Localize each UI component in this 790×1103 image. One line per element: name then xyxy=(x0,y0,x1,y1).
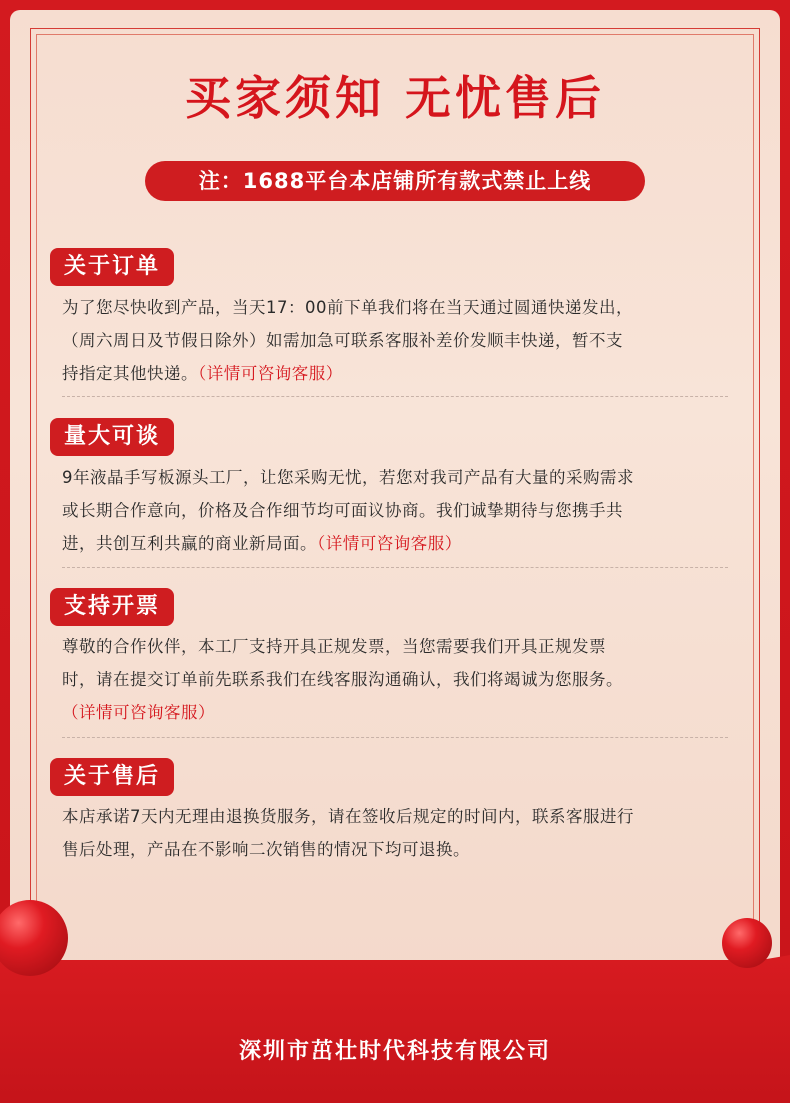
section-divider xyxy=(62,396,728,397)
consult-service-link[interactable]: （详情可咨询客服） xyxy=(317,534,462,553)
red-ball-right-decoration xyxy=(722,918,772,968)
company-name: 深圳市茁壮时代科技有限公司 xyxy=(238,1039,551,1064)
section-divider xyxy=(62,567,728,568)
body-line: 本店承诺7天内无理由退换货服务，请在签收后规定的时间内，联系客服进行 xyxy=(62,807,634,826)
section-body-order xyxy=(62,291,732,390)
body-line-last: 进，共创互利共赢的商业新局面。（详情可咨询客服） xyxy=(62,534,462,553)
section-heading-aftersales: 关于售后 xyxy=(50,758,174,796)
body-line-last: 持指定其他快递。（详情可咨询客服） xyxy=(62,364,343,383)
body-line: 为了您尽快收到产品，当天17：00前下单我们将在当天通过圆通快递发出， xyxy=(62,298,633,317)
footer-band xyxy=(0,960,790,1103)
consult-service-link[interactable]: （详情可咨询客服） xyxy=(198,364,343,383)
body-line: 时，请在提交订单前先联系我们在线客服沟通确认，我们将竭诚为您服务。 xyxy=(62,670,623,689)
body-line: （周六周日及节假日除外）如需加急可联系客服补差价发顺丰快递，暂不支 xyxy=(62,331,623,350)
consult-service-link[interactable]: （详情可咨询客服） xyxy=(62,703,215,722)
section-body-invoice xyxy=(62,630,732,729)
section-body-aftersales xyxy=(62,800,732,866)
section-divider xyxy=(62,737,728,738)
section-heading-invoice: 支持开票 xyxy=(50,588,174,626)
body-line-last xyxy=(62,696,732,729)
section-heading-order: 关于订单 xyxy=(50,248,174,286)
section-heading-bulk: 量大可谈 xyxy=(50,418,174,456)
body-line: 或长期合作意向，价格及合作细节均可面议协商。我们诚挚期待与您携手共 xyxy=(62,501,623,520)
body-line: 尊敬的合作伙伴，本工厂支持开具正规发票，当您需要我们开具正规发票 xyxy=(62,637,606,656)
section-body-bulk xyxy=(62,461,732,560)
platform-notice-badge: 注：1688平台本店铺所有款式禁止上线 xyxy=(145,161,645,201)
body-line: 9年液晶手写板源头工厂，让您采购无忧，若您对我司产品有大量的采购需求 xyxy=(62,468,634,487)
page-title: 买家须知 无忧售后 xyxy=(184,71,605,125)
body-line: 售后处理，产品在不影响二次销售的情况下均可退换。 xyxy=(62,840,470,859)
